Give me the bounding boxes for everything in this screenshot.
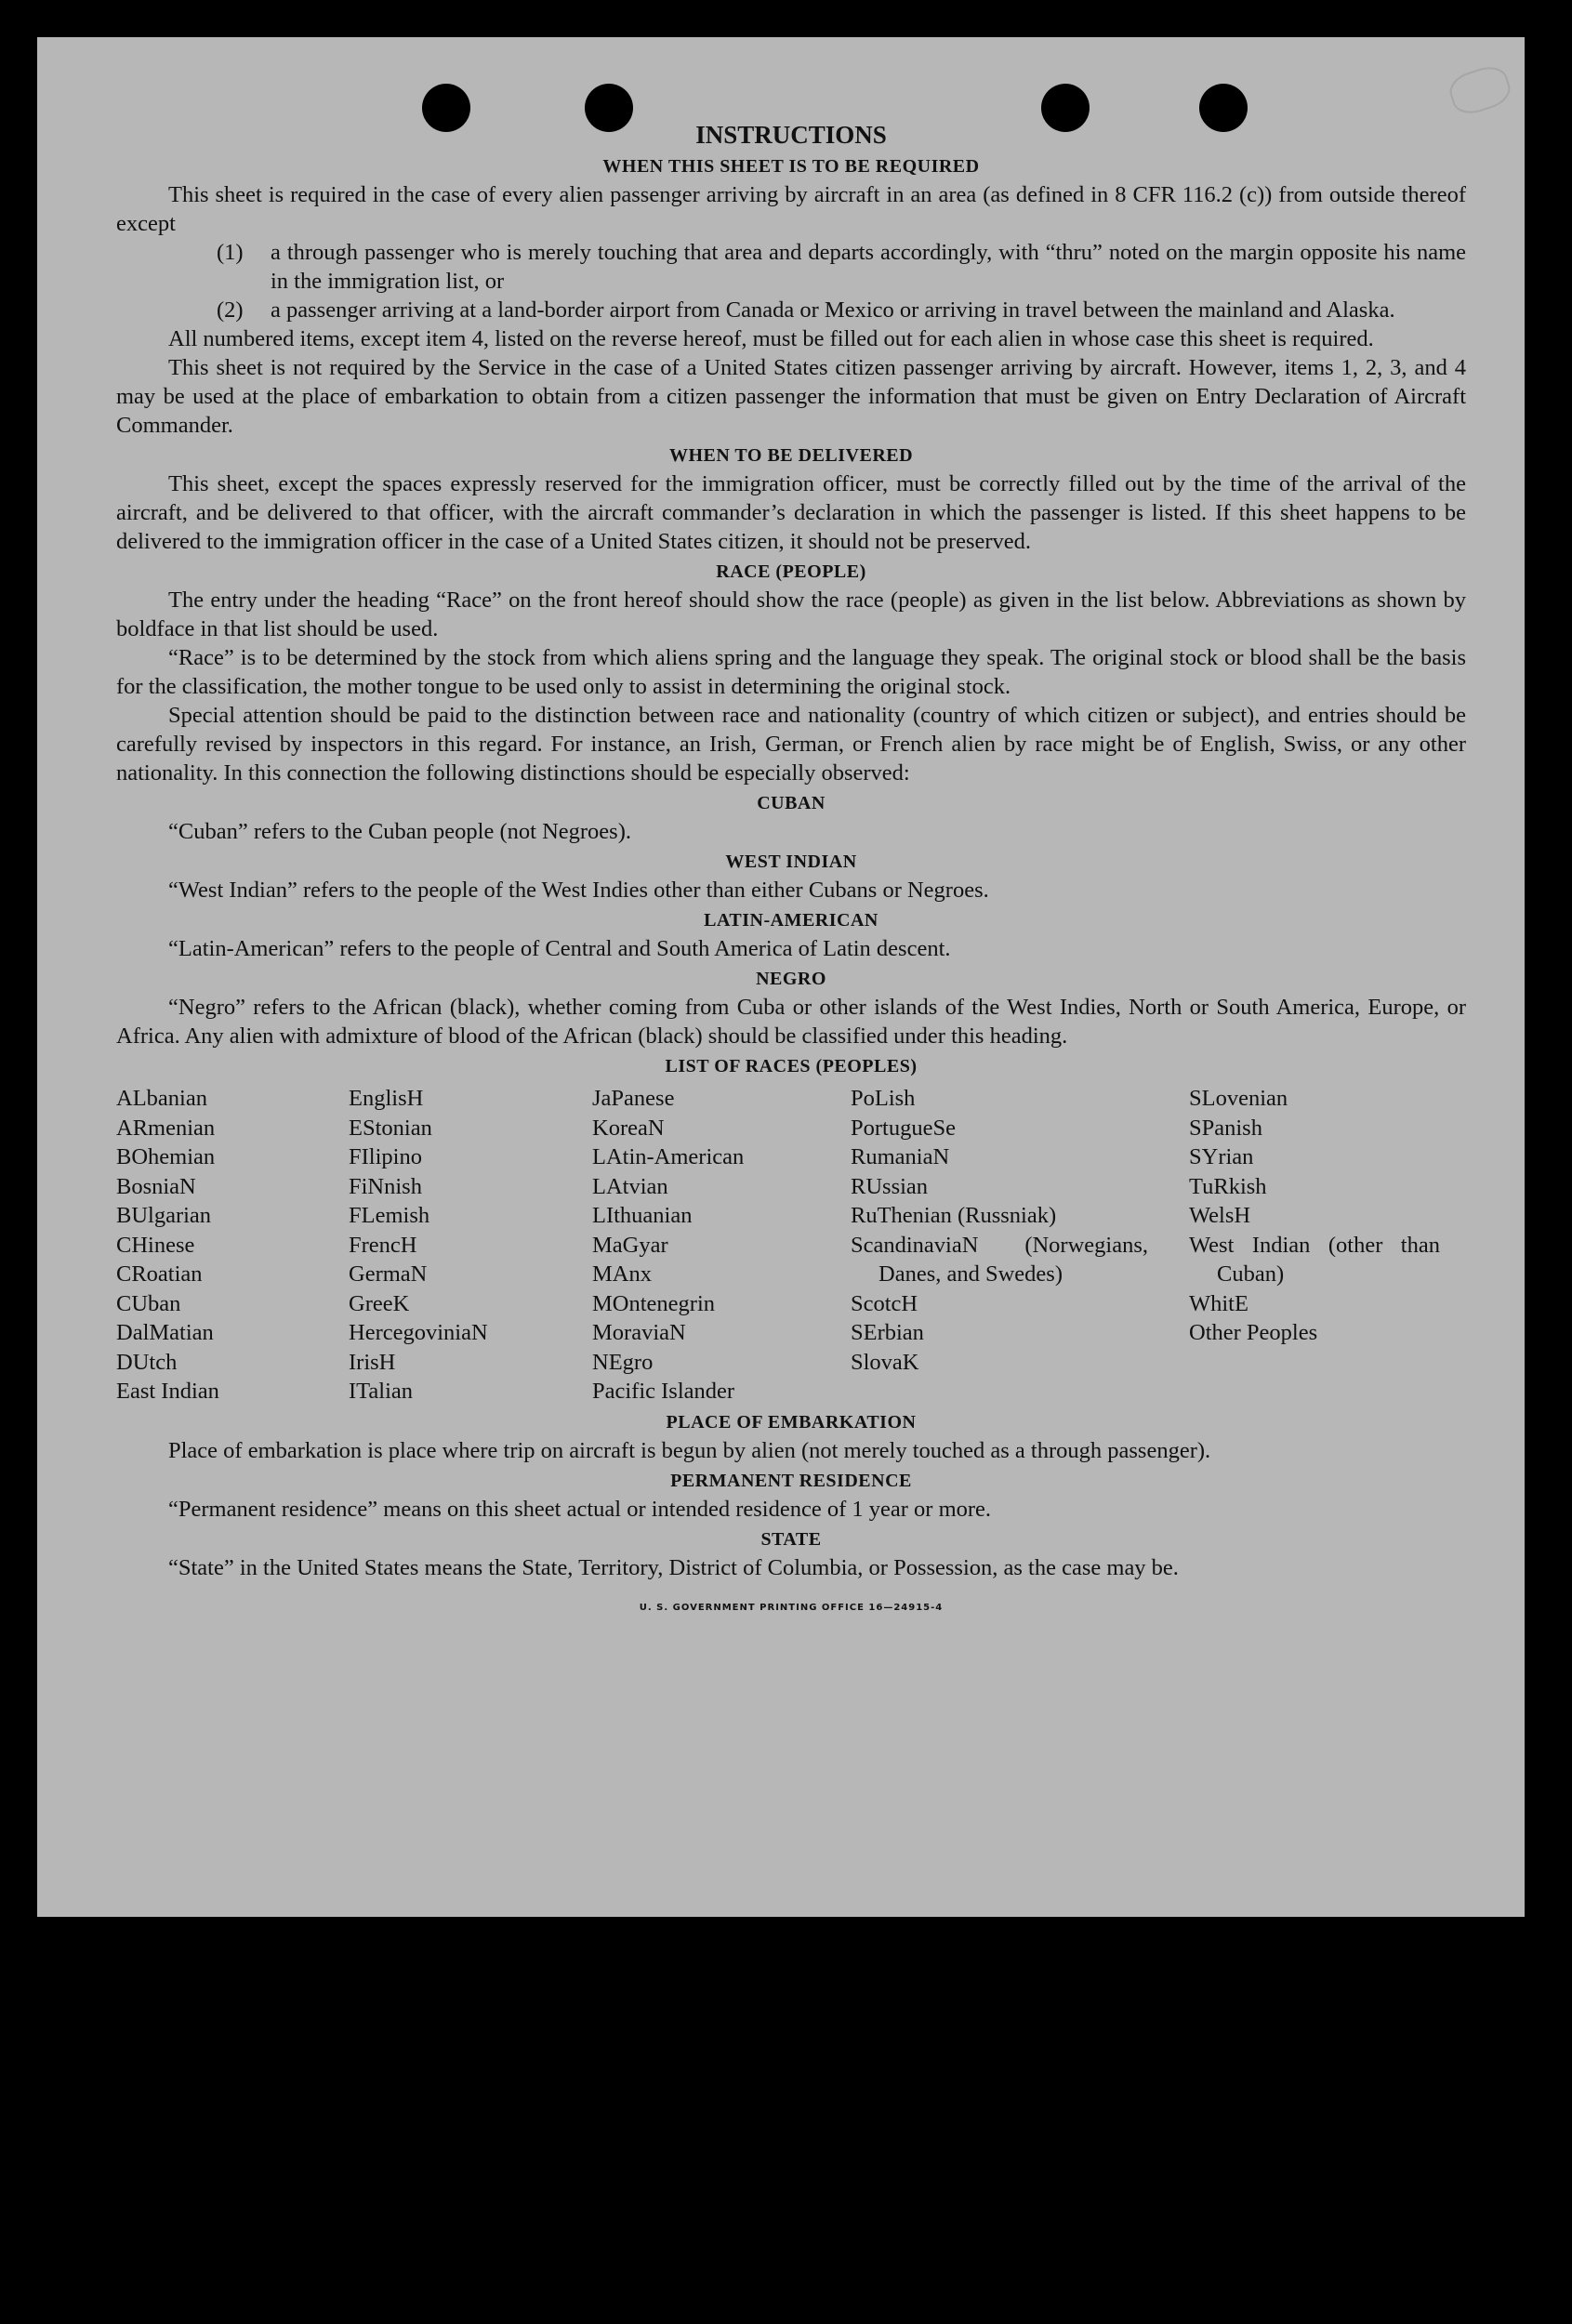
document-sheet <box>37 37 1525 1917</box>
paragraph-citizen: This sheet is not required by the Service in the case of a United States citizen passenger arriving by aircraft. However, items 1, 2, 3, and 4 may be used at the place of embarkation to obtain from a citizen passenger the information that must be given on Entry Declaration of Aircraft Commander. <box>116 355 1466 438</box>
paragraph-residence: “Permanent residence” means on this sheet actual or intended residence of 1 year or more. <box>168 1496 992 1522</box>
race-item: IrisH <box>349 1349 396 1375</box>
instructions-body <box>116 119 1466 1622</box>
faint-stamp-mark <box>1446 61 1514 119</box>
printing-office-footer: U. S. GOVERNMENT PRINTING OFFICE 16—24915-4 <box>639 1602 944 1613</box>
race-item: BUlgarian <box>116 1203 212 1228</box>
race-item: FIlipino <box>349 1144 422 1169</box>
race-item: PortugueSe <box>851 1115 956 1141</box>
race-item: PoLish <box>851 1086 916 1111</box>
race-item: FrencH <box>349 1232 417 1258</box>
race-item: MOntenegrin <box>592 1290 715 1316</box>
paragraph-race-entry: The entry under the heading “Race” on the front hereof should show the race (people) as given in the list below. Abbreviations as shown by boldface in that list should be used. <box>116 588 1466 641</box>
race-item: RumaniaN <box>851 1144 950 1169</box>
race-item: BOhemian <box>116 1144 216 1169</box>
race-item: DalMatian <box>116 1320 214 1345</box>
list-item-2 <box>116 296 1466 324</box>
race-item: SPanish <box>1189 1115 1262 1141</box>
heading-race: RACE (PEOPLE) <box>716 561 866 582</box>
races-table <box>116 1084 1466 1406</box>
heading-place-of-embarkation: PLACE OF EMBARKATION <box>666 1411 917 1433</box>
list-text-2: a passenger arriving at a land-border airport from Canada or Mexico or arriving in travel between the mainland and Alaska. <box>271 297 1395 323</box>
race-item: CHinese <box>116 1232 195 1258</box>
race-item: WelsH <box>1189 1203 1251 1228</box>
race-item: BosniaN <box>116 1173 196 1199</box>
race-item: EStonian <box>349 1115 432 1141</box>
race-item: EnglisH <box>349 1086 424 1111</box>
heading-west-indian: WEST INDIAN <box>725 852 857 872</box>
race-item: SLovenian <box>1189 1086 1288 1111</box>
race-item: ARmenian <box>116 1115 216 1141</box>
paragraph-delivered: This sheet, except the spaces expressly reserved for the immigration officer, must be correctly filled out by the time of the arrival of the aircraft, and be delivered to that officer, with the aircraft commander’s declaration in which the passenger is listed. If this sheet happens to be delivered to the immigration officer in the case of a United States citizen, it should not be preserved. <box>116 471 1466 554</box>
race-item: ITalian <box>349 1379 414 1404</box>
list-text-1: a through passenger who is merely touching that area and departs accordingly, with “thru” noted on the margin opposite his name in the immigration list, or <box>271 240 1466 294</box>
race-item: MoraviaN <box>592 1320 686 1345</box>
race-item: LAtvian <box>592 1173 668 1199</box>
paragraph-negro: “Negro” refers to the African (black), whether coming from Cuba or other islands of the West Indies, North or South America, Europe, or Africa. Any alien with admixture of blood of the African (black) should be classified under this heading. <box>116 995 1466 1049</box>
paragraph-race-nationality: Special attention should be paid to the distinction between race and nationality (country of which citizen or subject), and entries should be carefully revised by inspectors in this regard. For instance, an Irish, German, or French alien by race might be of English, Swiss, or any other nationality. In this connection the following distinctions should be especially observed: <box>116 703 1466 786</box>
paragraph-numbered-items: All numbered items, except item 4, listed on the reverse hereof, must be filled out for each alien in whose case this sheet is required. <box>168 326 1374 351</box>
heading-permanent-residence: PERMANENT RESIDENCE <box>670 1470 912 1491</box>
race-item: GreeK <box>349 1290 410 1316</box>
race-item: DUtch <box>116 1349 178 1375</box>
race-item: JaPanese <box>592 1086 675 1111</box>
race-item: West Indian (other than Cuban) <box>1189 1232 1440 1287</box>
races-column-1 <box>116 1084 349 1406</box>
race-item: SErbian <box>851 1320 924 1345</box>
race-item: CRoatian <box>116 1261 203 1287</box>
heading-list-of-races: LIST OF RACES (PEOPLES) <box>665 1056 918 1076</box>
race-item: TuRkish <box>1189 1173 1267 1199</box>
heading-cuban: CUBAN <box>757 793 826 813</box>
race-item: East Indian <box>116 1379 219 1404</box>
race-item: RUssian <box>851 1173 929 1199</box>
paragraph-race-stock: “Race” is to be determined by the stock from which aliens spring and the language they speak. The original stock or blood shall be the basis for the classification, the mother tongue to be used only to assist in determining the original stock. <box>116 645 1466 699</box>
race-item: HercegoviniaN <box>349 1320 488 1345</box>
heading-when-required: WHEN THIS SHEET IS TO BE REQUIRED <box>602 156 980 177</box>
race-item: NEgro <box>592 1349 654 1375</box>
paragraph-state: “State” in the United States means the State, Territory, District of Columbia, or Possession, as the case may be. <box>168 1554 1179 1580</box>
list-number-2: (2) <box>217 297 244 323</box>
list-item-1 <box>116 238 1466 296</box>
race-item: Other Peoples <box>1189 1320 1318 1345</box>
race-item: ScandinaviaN (Norwegians, Danes, and Swedes) <box>851 1232 1148 1287</box>
races-column-3 <box>592 1084 851 1406</box>
list-number-1: (1) <box>217 240 244 265</box>
races-column-2 <box>349 1084 592 1406</box>
paragraph-required: This sheet is required in the case of every alien passenger arriving by aircraft in an area (as defined in 8 CFR 116.2 (c)) from outside thereof except <box>116 182 1466 236</box>
races-column-4 <box>851 1084 1189 1406</box>
race-item: ScotcH <box>851 1290 918 1316</box>
paragraph-embarkation: Place of embarkation is place where trip on aircraft is begun by alien (not merely touched as a through passenger). <box>168 1437 1211 1463</box>
race-item: LAtin-American <box>592 1144 745 1169</box>
race-item: Pacific Islander <box>592 1379 735 1404</box>
race-item: SlovaK <box>851 1349 919 1375</box>
race-item: CUban <box>116 1290 181 1316</box>
race-item: SYrian <box>1189 1144 1254 1169</box>
race-item: MAnx <box>592 1261 652 1287</box>
races-column-5 <box>1189 1084 1466 1406</box>
race-item: LIthuanian <box>592 1203 693 1228</box>
race-item: FLemish <box>349 1203 430 1228</box>
race-item: FiNnish <box>349 1173 422 1199</box>
race-item: ALbanian <box>116 1086 207 1111</box>
race-item: KoreaN <box>592 1115 665 1141</box>
race-item: MaGyar <box>592 1232 668 1258</box>
paragraph-latin-american: “Latin-American” refers to the people of Central and South America of Latin descent. <box>168 936 951 961</box>
heading-negro: NEGRO <box>756 969 826 989</box>
race-item: RuThenian (Russniak) <box>851 1203 1057 1228</box>
paragraph-cuban: “Cuban” refers to the Cuban people (not Negroes). <box>168 819 631 844</box>
race-item: GermaN <box>349 1261 428 1287</box>
paragraph-west-indian: “West Indian” refers to the people of the West Indies other than either Cubans or Negroes. <box>168 878 989 903</box>
page-title: INSTRUCTIONS <box>695 121 887 149</box>
heading-when-delivered: WHEN TO BE DELIVERED <box>668 445 914 466</box>
heading-state: STATE <box>760 1528 822 1550</box>
race-item: WhitE <box>1189 1290 1248 1316</box>
heading-latin-american: LATIN-AMERICAN <box>704 910 878 931</box>
